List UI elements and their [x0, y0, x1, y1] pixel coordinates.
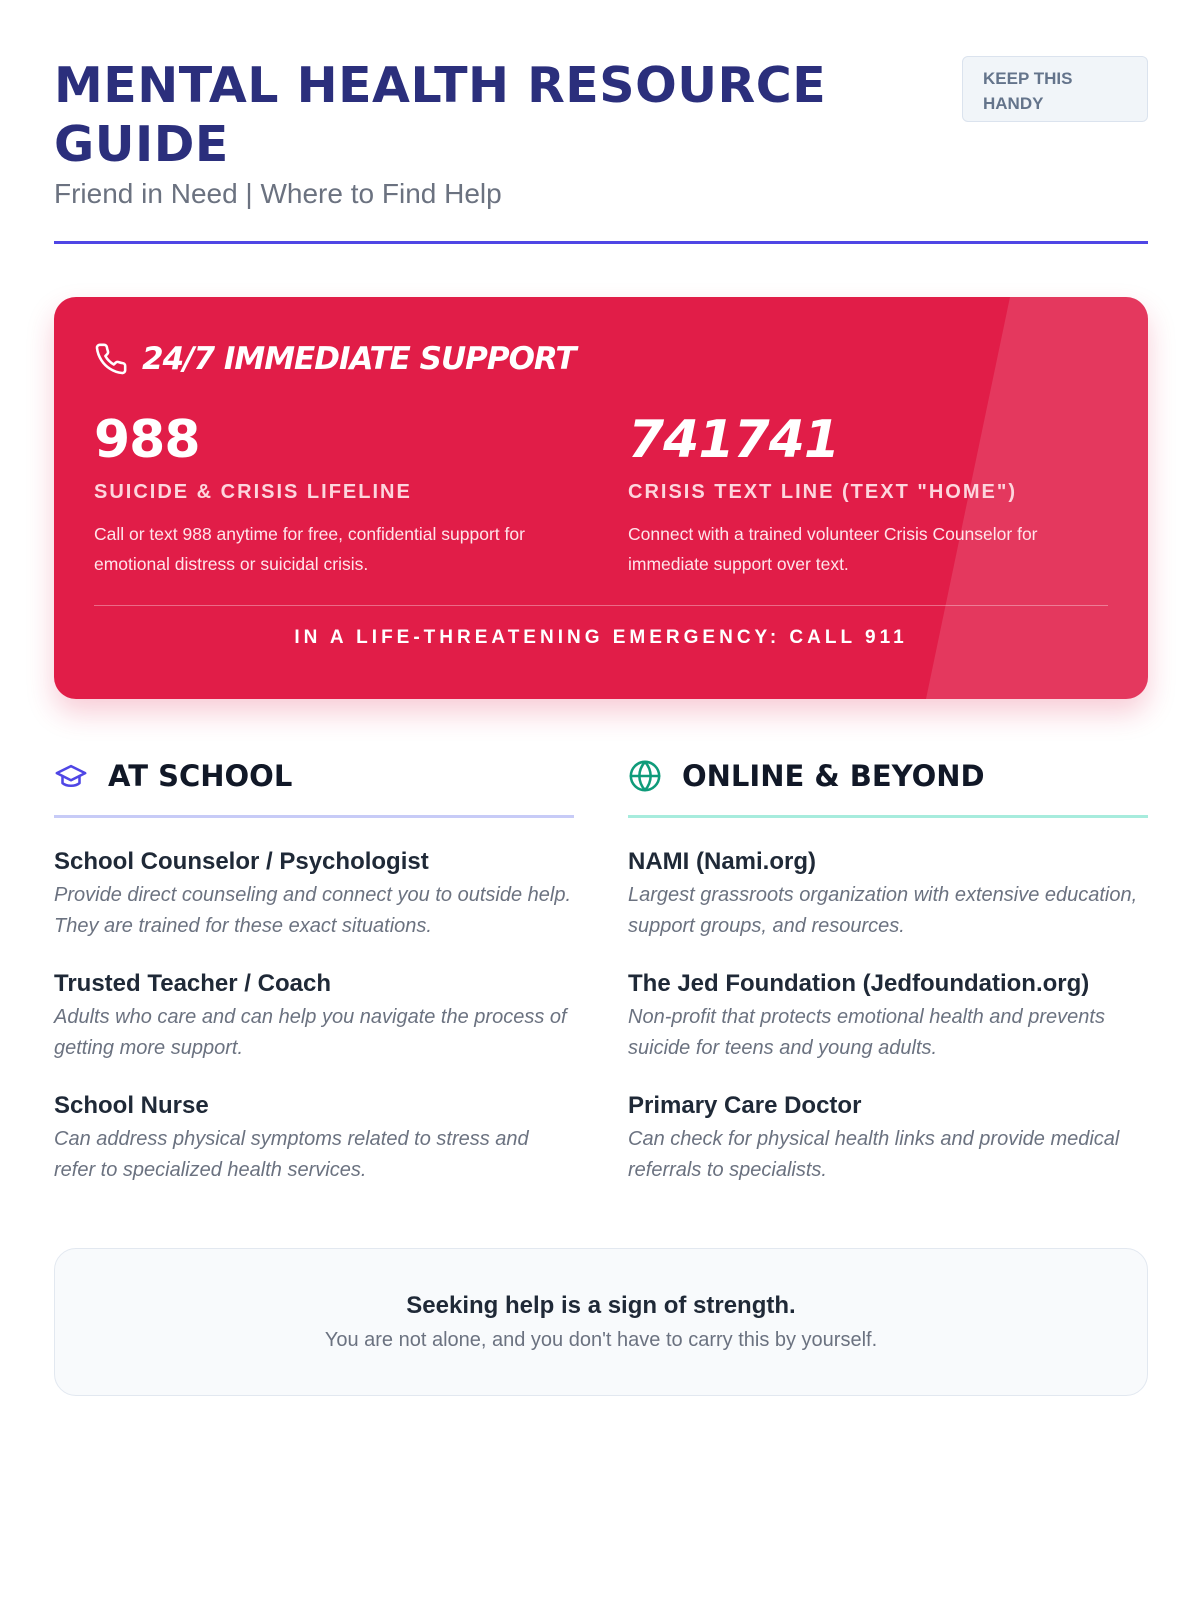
hotline-number[interactable]: 988 [94, 410, 200, 470]
resource-description: Adults who care and can help you navigate the process of getting more support. [54, 1006, 567, 1059]
section-divider [628, 815, 1148, 818]
encouragement-box [54, 1248, 1148, 1396]
list-item [628, 968, 1148, 1064]
crisis-support-card [54, 297, 1148, 699]
keep-handy-badge: KEEP THIS HANDY [962, 56, 1148, 122]
crisis-title: 24/7 IMMEDIATE SUPPORT [142, 341, 576, 377]
phone-icon [94, 342, 128, 376]
resource-name[interactable]: The Jed Foundation (Jedfoundation.org) [628, 970, 1090, 997]
resource-description: Can check for physical health links and provide medical referrals to specialists. [628, 1128, 1120, 1181]
resource-name: Primary Care Doctor [628, 1092, 862, 1119]
crisis-header [94, 337, 576, 381]
resource-description: Can address physical symptoms related to stress and refer to specialized health services. [54, 1128, 529, 1181]
section-header [54, 752, 574, 800]
page-title: MENTAL HEALTH RESOURCE GUIDE [54, 57, 827, 173]
crisis-divider [94, 605, 1108, 606]
header-divider [54, 241, 1148, 244]
school-resources-section [54, 752, 574, 1212]
hotline-988 [94, 409, 574, 579]
list-item [54, 846, 574, 942]
list-item [54, 968, 574, 1064]
graduation-cap-icon [54, 759, 88, 793]
section-title: ONLINE & BEYOND [682, 759, 985, 793]
hotline-label: SUICIDE & CRISIS LIFELINE [94, 481, 412, 503]
hotline-741741 [628, 409, 1108, 579]
resource-description: Largest grassroots organization with extensive education, support groups, and resources. [628, 884, 1138, 937]
section-title: AT SCHOOL [108, 759, 293, 793]
resource-list [628, 846, 1148, 1186]
hotline-label: CRISIS TEXT LINE (TEXT "HOME") [628, 481, 1017, 503]
section-divider [54, 815, 574, 818]
resource-name: School Counselor / Psychologist [54, 848, 429, 875]
list-item [628, 846, 1148, 942]
resource-name: Trusted Teacher / Coach [54, 970, 331, 997]
page-subtitle: Friend in Need | Where to Find Help [54, 178, 502, 209]
resource-name[interactable]: NAMI (Nami.org) [628, 848, 816, 875]
emergency-notice: IN A LIFE-THREATENING EMERGENCY: CALL 911 [294, 627, 908, 648]
list-item [54, 1090, 574, 1186]
resource-description: Provide direct counseling and connect you to outside help. They are trained for these exact situations. [54, 884, 572, 937]
resource-name: School Nurse [54, 1092, 209, 1119]
online-resources-section [628, 752, 1148, 1212]
encouragement-heading: Seeking help is a sign of strength. [406, 1292, 796, 1319]
hotline-description: Call or text 988 anytime for free, confidential support for emotional distress or suicidal crisis. [94, 524, 525, 574]
list-item [628, 1090, 1148, 1186]
resource-guide-page [54, 0, 1148, 1600]
header [54, 56, 1148, 244]
resource-description: Non-profit that protects emotional health and prevents suicide for teens and young adults. [628, 1006, 1105, 1059]
resource-list [54, 846, 574, 1186]
section-header [628, 752, 1148, 800]
encouragement-message: You are not alone, and you don't have to carry this by yourself. [324, 1329, 878, 1351]
globe-icon [628, 759, 662, 793]
hotline-description: Connect with a trained volunteer Crisis Counselor for immediate support over text. [628, 524, 1038, 574]
hotline-number[interactable]: 741741 [628, 410, 840, 470]
